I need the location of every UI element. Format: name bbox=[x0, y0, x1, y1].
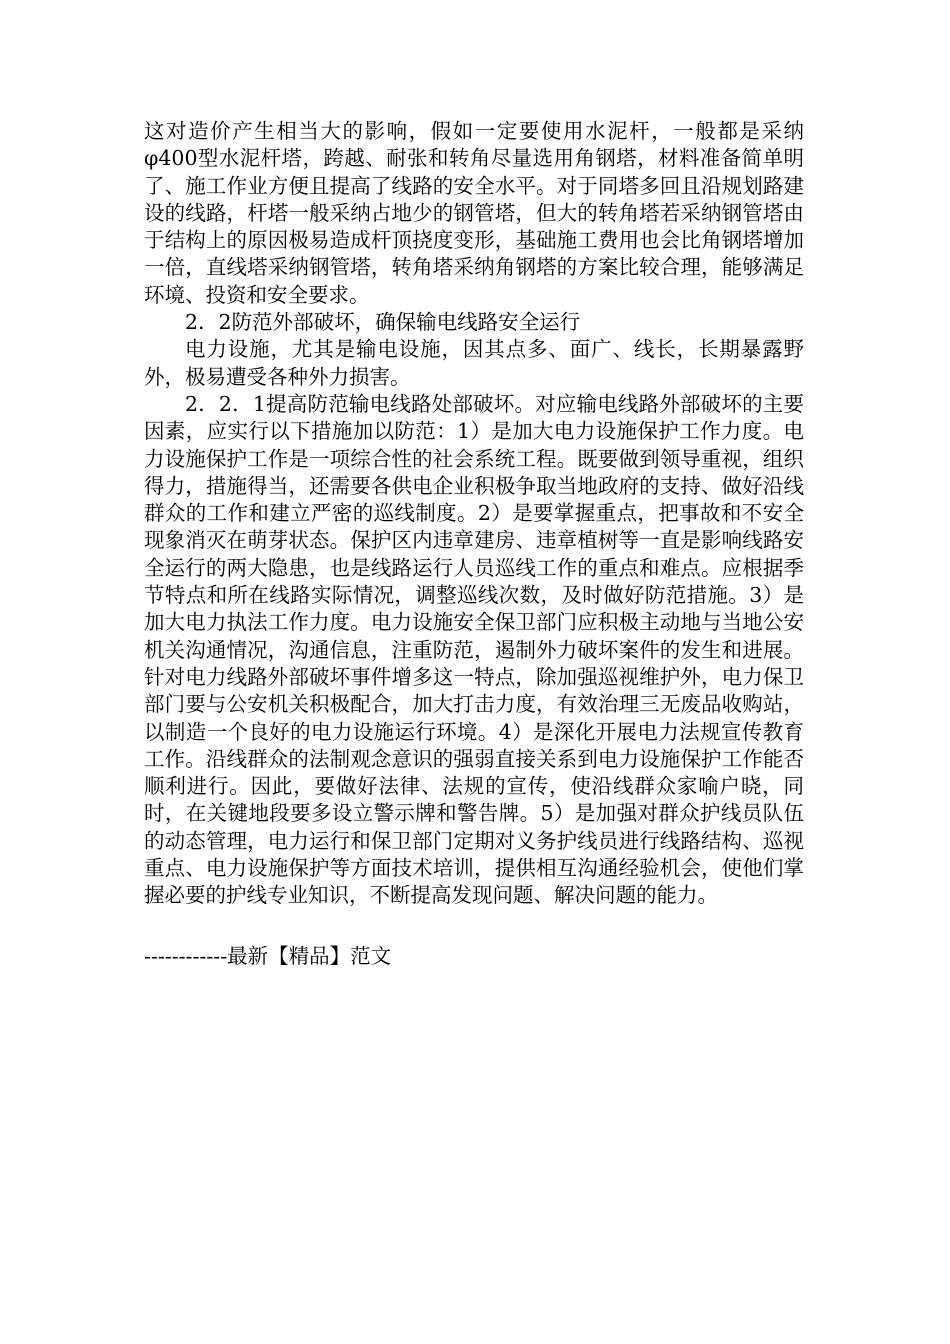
paragraph-2-2-1-measures: 2．2．1提高防范输电线路处部破坏。对应输电线路外部破坏的主要因素，应实行以下措施加以防范：1）是加大电力设施保护工作力度。电力设施保护工作是一项综合性的社会系统工程。既要做到领导重视，组织得力，措施得当，还需要各供电企业积极争取当地政府的支持、做好沿线群众的工作和建立严密的巡线制度。2）是要掌握重点，把事故和不安全现象消灭在萌芽状态。保护区内违章建房、违章植树等一直是影响线路安全运行的两大隐患，也是线路运行人员巡线工作的重点和难点。应根据季节特点和所在线路实际情况，调整巡线次数，及时做好防范措施。3）是加大电力执法工作力度。电力设施安全保卫部门应积极主动地与当地公安机关沟通情况，沟通信息，注重防范，遏制外力破坏案件的发生和进展。针对电力线路外部破坏事件增多这一特点，除加强巡视维护外，电力保卫部门要与公安机关积极配合，加大打击力度，有效治理三无废品收购站，以制造一个良好的电力设施运行环境。4）是深化开展电力法规宣传教育工作。沿线群众的法制观念意识的强弱直接关系到电力设施保护工作能否顺利进行。因此，要做好法律、法规的宣传，使沿线群众家喻户晓，同时，在关键地段要多设立警示牌和警告牌。5）是加强对群众护线员队伍的动态管理，电力运行和保卫部门定期对义务护线员进行线路结构、巡视重点、电力设施保护等方面技术培训，提供相互沟通经验机会，使他们掌握必要的护线专业知识，不断提高发现问题、解决问题的能力。 bbox=[144, 391, 804, 908]
paragraph-cost-tower: 这对造价产生相当大的影响，假如一定要使用水泥杆，一般都是采纳φ400型水泥杆塔，跨越、耐张和转角尽量选用角钢塔，材料准备简单明了、施工作业方便且提高了线路的安全水平。对于同塔多回且沿规划路建设的线路，杆塔一般采纳占地少的钢管塔，但大的转角塔若采纳钢管塔由于结构上的原因极易造成杆顶挠度变形，基础施工费用也会比角钢塔增加一倍，直线塔采纳钢管塔，转角塔采纳角钢塔的方案比较合理，能够满足环境、投资和安全要求。 bbox=[144, 119, 804, 307]
section-heading-2-2: 2．2防范外部破坏，确保输电线路安全运行 bbox=[185, 310, 581, 335]
paragraph-power-facilities: 电力设施，尤其是输电设施，因其点多、面广、线长，长期暴露野外，极易遭受各种外力损害。 bbox=[144, 337, 804, 389]
footer-text: ------------最新【精品】范文 bbox=[144, 944, 392, 968]
document-body bbox=[144, 118, 804, 910]
